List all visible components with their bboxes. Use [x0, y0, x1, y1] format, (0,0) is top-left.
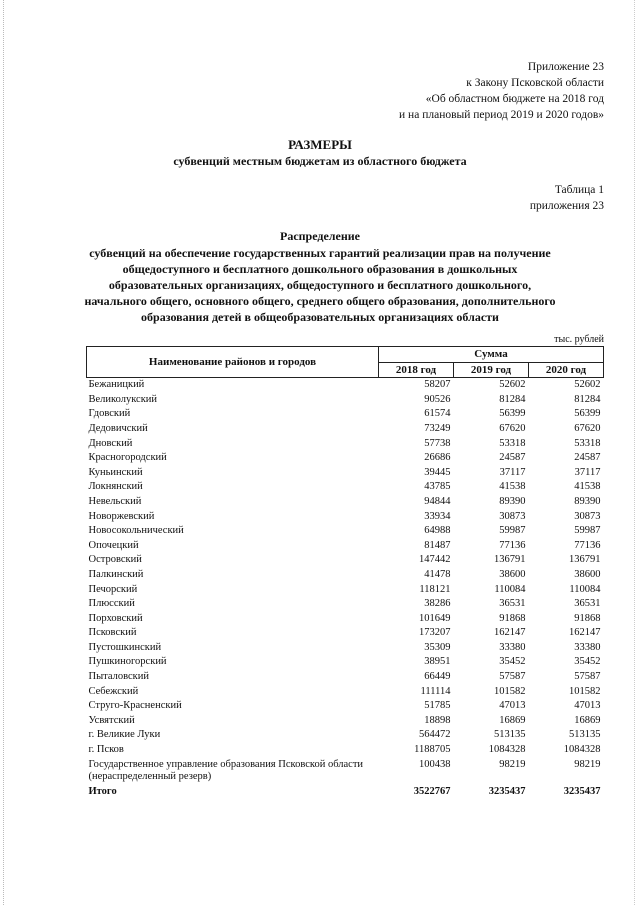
value-2019: 57587 — [499, 671, 526, 683]
table-row — [87, 758, 604, 785]
table-row — [87, 699, 604, 714]
district-name: Дедовичский — [88, 422, 148, 434]
value-2018: 118121 — [419, 583, 451, 595]
district-name: Усвятский — [88, 714, 135, 726]
value-2019: 35452 — [499, 656, 526, 668]
value-2019: 67620 — [499, 422, 526, 434]
value-2019: 41538 — [499, 481, 526, 493]
value-2019: 89390 — [499, 495, 526, 507]
value-2020: 59987 — [574, 525, 601, 537]
value-2019: 47013 — [499, 700, 526, 712]
value-2020: 136791 — [569, 554, 601, 566]
value-2018: 147442 — [419, 554, 451, 566]
table-row — [87, 685, 604, 700]
value-2020: 98219 — [574, 758, 601, 770]
table-row — [87, 407, 604, 422]
value-2019: 59987 — [499, 525, 526, 537]
annex-header — [399, 59, 604, 123]
total-2019: 3235437 — [488, 785, 526, 797]
value-2018: 26686 — [424, 452, 451, 464]
table-body — [87, 378, 604, 800]
table-row — [87, 655, 604, 670]
value-2018: 38951 — [424, 656, 451, 668]
header-name: Наименование районов и городов — [87, 347, 379, 378]
table-row — [87, 480, 604, 495]
document-title — [0, 136, 640, 170]
value-2019: 33380 — [499, 641, 526, 653]
district-name: Дновский — [88, 437, 133, 449]
value-2019: 77136 — [499, 539, 526, 551]
district-name: Новоржевский — [88, 510, 155, 522]
value-2020: 38600 — [574, 568, 601, 580]
value-2018: 81487 — [424, 539, 451, 551]
value-2018: 1188705 — [414, 744, 451, 756]
value-2019: 52602 — [499, 379, 526, 391]
district-name: Локнянский — [88, 481, 143, 493]
subventions-table — [86, 346, 604, 799]
value-2018: 41478 — [424, 568, 451, 580]
table-row — [87, 393, 604, 408]
value-2018: 64988 — [424, 525, 451, 537]
value-2020: 36531 — [574, 598, 601, 610]
table-row — [87, 641, 604, 656]
value-2019: 56399 — [499, 408, 526, 420]
value-2020: 56399 — [574, 408, 601, 420]
table-row — [87, 495, 604, 510]
district-name: Островский — [88, 554, 142, 566]
value-2018: 51785 — [424, 700, 451, 712]
table-row — [87, 714, 604, 729]
table-row — [87, 583, 604, 598]
table-row — [87, 510, 604, 525]
total-row — [87, 785, 604, 800]
value-2020: 1084328 — [563, 744, 601, 756]
value-2019: 1084328 — [488, 744, 526, 756]
value-2018: 61574 — [424, 408, 451, 420]
district-name: Красногородский — [88, 452, 167, 464]
district-name: Гдовский — [88, 408, 131, 420]
value-2020: 91868 — [574, 612, 601, 624]
value-2018: 173207 — [419, 627, 451, 639]
value-2020: 52602 — [574, 379, 601, 391]
district-name: Новосокольнический — [88, 525, 184, 537]
value-2020: 24587 — [574, 452, 601, 464]
table-row — [87, 466, 604, 481]
district-name: Государственное управление образования Псковской области (нераспределенный резерв) — [88, 758, 364, 783]
value-2020: 57587 — [574, 671, 601, 683]
value-2019: 162147 — [494, 627, 526, 639]
value-2018: 39445 — [424, 466, 451, 478]
value-2018: 73249 — [424, 422, 451, 434]
value-2020: 33380 — [574, 641, 601, 653]
value-2018: 66449 — [424, 671, 451, 683]
table-row — [87, 524, 604, 539]
distribution-heading — [80, 228, 560, 325]
district-name: Невельский — [88, 495, 142, 507]
value-2019: 36531 — [499, 598, 526, 610]
value-2019: 98219 — [499, 758, 526, 770]
value-2020: 162147 — [569, 627, 601, 639]
district-name: Куньинский — [88, 466, 143, 478]
table-reference — [530, 182, 604, 214]
value-2020: 513135 — [569, 729, 601, 741]
value-2018: 58207 — [424, 379, 451, 391]
value-2019: 136791 — [494, 554, 526, 566]
total-label: Итого — [88, 785, 117, 797]
table-row — [87, 451, 604, 466]
table-row — [87, 743, 604, 758]
value-2018: 38286 — [424, 598, 451, 610]
value-2019: 30873 — [499, 510, 526, 522]
value-2020: 110084 — [569, 583, 601, 595]
value-2019: 110084 — [494, 583, 526, 595]
table-row — [87, 568, 604, 583]
annex-line-4: и на плановый период 2019 и 2020 годов» — [399, 109, 604, 121]
value-2020: 35452 — [574, 656, 601, 668]
value-2018: 18898 — [424, 714, 451, 726]
header-year-2018: 2018 год — [379, 362, 454, 378]
district-name: Печорский — [88, 583, 138, 595]
value-2019: 91868 — [499, 612, 526, 624]
units-label: тыс. рублей — [554, 334, 604, 345]
table-row — [87, 553, 604, 568]
value-2018: 100438 — [419, 758, 451, 770]
district-name: Псковский — [88, 627, 137, 639]
value-2018: 43785 — [424, 481, 451, 493]
table-row — [87, 626, 604, 641]
district-name: Опочецкий — [88, 539, 139, 551]
value-2018: 101649 — [419, 612, 451, 624]
value-2020: 101582 — [569, 685, 601, 697]
title-line-2: субвенций местным бюджетам из областного бюджета — [173, 154, 467, 168]
value-2018: 94844 — [424, 495, 451, 507]
value-2019: 81284 — [499, 393, 526, 405]
total-2020: 3235437 — [563, 785, 601, 797]
value-2020: 81284 — [574, 393, 601, 405]
value-2018: 90526 — [424, 393, 451, 405]
total-2018: 3522767 — [413, 785, 451, 797]
district-name: Бежаницкий — [88, 379, 145, 391]
value-2019: 53318 — [499, 437, 526, 449]
district-name: Себежский — [88, 685, 139, 697]
value-2018: 33934 — [424, 510, 451, 522]
value-2020: 47013 — [574, 700, 601, 712]
district-name: г. Великие Луки — [88, 729, 161, 741]
annex-line-2: к Закону Псковской области — [466, 77, 604, 89]
value-2019: 513135 — [494, 729, 526, 741]
table-row — [87, 597, 604, 612]
value-2018: 111114 — [420, 685, 451, 697]
table-row — [87, 378, 604, 393]
table-row — [87, 612, 604, 627]
district-name: Порховский — [88, 612, 143, 624]
header-year-2019: 2019 год — [454, 362, 529, 378]
header-sum: Сумма — [379, 347, 604, 363]
annex-line-1: Приложение 23 — [527, 61, 604, 73]
value-2020: 77136 — [574, 539, 601, 551]
header-year-2020: 2020 год — [529, 362, 604, 378]
district-name: Плюсский — [88, 598, 135, 610]
value-2018: 57738 — [424, 437, 451, 449]
value-2019: 24587 — [499, 452, 526, 464]
table-ref-line-1: Таблица 1 — [554, 184, 604, 196]
value-2019: 101582 — [494, 685, 526, 697]
table-row — [87, 437, 604, 452]
district-name: Великолукский — [88, 393, 158, 405]
value-2020: 16869 — [574, 714, 601, 726]
value-2020: 53318 — [574, 437, 601, 449]
value-2020: 67620 — [574, 422, 601, 434]
value-2020: 30873 — [574, 510, 601, 522]
distribution-title: Распределение — [279, 229, 361, 243]
table-row — [87, 539, 604, 554]
value-2018: 564472 — [419, 729, 451, 741]
value-2020: 37117 — [574, 466, 601, 478]
value-2018: 35309 — [424, 641, 451, 653]
value-2020: 89390 — [574, 495, 601, 507]
value-2019: 38600 — [499, 568, 526, 580]
value-2020: 41538 — [574, 481, 601, 493]
title-line-1: РАЗМЕРЫ — [288, 137, 352, 152]
district-name: Пустошкинский — [88, 641, 162, 653]
district-name: Пушкиногорский — [88, 656, 167, 668]
district-name: Палкинский — [88, 568, 144, 580]
district-name: Струго-Красненский — [88, 700, 182, 712]
value-2019: 37117 — [499, 466, 526, 478]
table-ref-line-2: приложения 23 — [529, 200, 604, 212]
district-name: Пыталовский — [88, 671, 149, 683]
annex-line-3: «Об областном бюджете на 2018 год — [425, 93, 604, 105]
table-row — [87, 422, 604, 437]
table-row — [87, 670, 604, 685]
district-name: г. Псков — [88, 744, 124, 756]
value-2019: 16869 — [499, 714, 526, 726]
table-row — [87, 728, 604, 743]
distribution-text: субвенций на обеспечение государственных гарантий реализации прав на получение общедоступного и бесплатного дошкольного образования в дошкольных образовательных организациях, общедоступного и бесплатного дошкольного, начального общего, основного общего, среднего общего образования, дополнительного образования детей в общеобразовательных организациях области — [84, 246, 556, 324]
